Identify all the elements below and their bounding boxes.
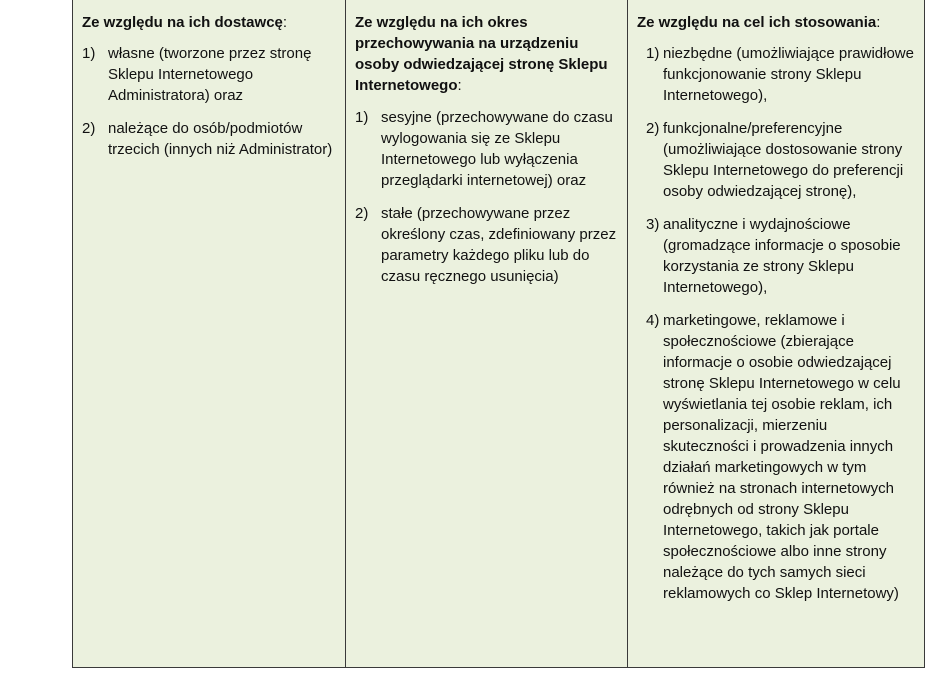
column-heading [355,12,619,96]
column-by-provider [73,0,346,667]
column-by-purpose [628,0,924,667]
list-text: analityczne i wydajnościowe (gromadzące informacje o sposobie korzystania ze strony Sklepu Internetowego), [663,216,901,296]
column-by-storage-period [346,0,628,667]
column-heading [637,12,916,33]
list-text: funkcjonalne/preferencyjne (umożliwiające dostosowanie strony Sklepu Internetowego do preferencji osoby odwiedzającej stronę), [663,120,904,200]
cookie-types-table [72,0,925,668]
list-item [82,43,337,106]
storage-period-list [355,107,619,287]
list-number: 3) [646,216,660,233]
list-text: stałe (przechowywane przez określony czas, zdefiniowany przez parametry każdego pliku lub do czasu ręcznego usunięcia) [381,205,617,285]
heading-bold-text: Ze względu na ich dostawcę [82,14,283,31]
list-item [637,118,916,202]
list-number: 1) [82,45,96,62]
heading-bold-text: Ze względu na ich okres przechowywania na urządzeniu osoby odwiedzającej stronę Sklepu Internetowego [355,14,608,94]
list-item [82,118,337,160]
list-text: niezbędne (umożliwiające prawidłowe funkcjonowanie strony Sklepu Internetowego), [663,45,914,104]
heading-bold-text: Ze względu na cel ich stosowania [637,14,877,31]
heading-suffix: : [876,14,881,31]
list-text: marketingowe, reklamowe i społecznościowe (zbierające informacje o osobie odwiedzającej stronę Sklepu Internetowego w celu wyświetlania tej osobie reklam, ich personalizacji, mierzeniu skuteczności i prowadzenia innych działań marketingowych w tym również na stronach internetowych odrębnych od strony Sklepu Internetowego, takich jak portale społecznościowe albo inne strony należące do tych samych sieci reklamowych co Sklep Internetowy) [663,312,901,602]
list-item [637,310,916,604]
heading-suffix: : [457,77,462,94]
list-number: 4) [646,312,660,329]
list-number: 1) [646,45,660,62]
list-text: sesyjne (przechowywane do czasu wylogowania się ze Sklepu Internetowego lub wyłączenia przeglądarki internetowej) oraz [381,109,613,189]
list-number: 1) [355,109,369,126]
list-number: 2) [355,205,369,222]
list-text: własne (tworzone przez stronę Sklepu Internetowego Administratora) oraz [108,45,312,104]
list-text: należące do osób/podmiotów trzecich (innych niż Administrator) [108,120,333,158]
list-number: 2) [82,120,96,137]
list-number: 2) [646,120,660,137]
provider-list [82,43,337,160]
list-item [637,43,916,106]
column-heading [82,12,337,33]
list-item [355,203,619,287]
list-item [637,214,916,298]
purpose-list [637,43,916,604]
heading-suffix: : [282,14,288,31]
list-item [355,107,619,191]
